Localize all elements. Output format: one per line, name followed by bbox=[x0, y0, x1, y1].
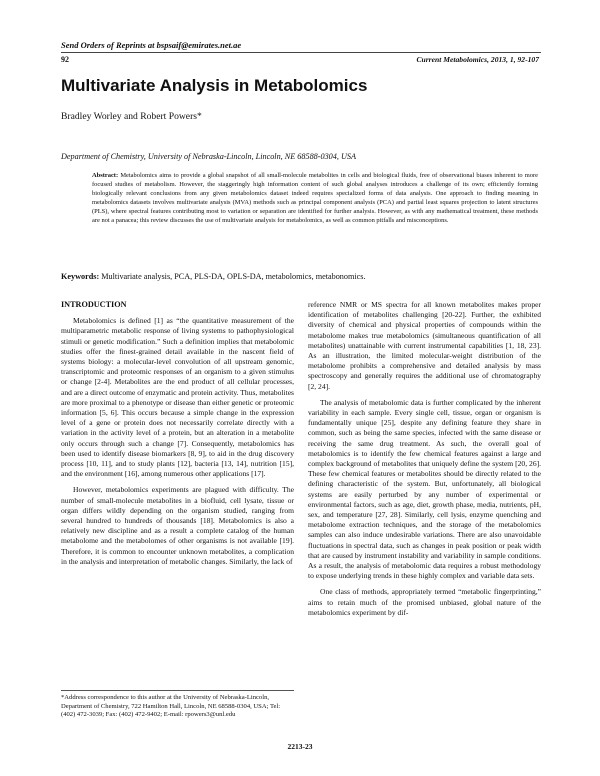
page-number: 92 bbox=[61, 55, 69, 64]
author-affiliation: Department of Chemistry, University of Nebraska-Lincoln, Lincoln, NE 68588-0304, USA bbox=[61, 152, 356, 161]
reprint-notice: Send Orders of Reprints at bspsaif@emirates.net.ae bbox=[61, 40, 541, 53]
paragraph: However, metabolomics experiments are plagued with difficulty. The number of small-molecule metabolites in a biofluid, cell lysate, tissue or organ differs wildly depending on the organism studied, ranging from several hundred to hundreds of thousands [18]. Metabolomics is also a relatively new discipline and as a result a complete catalog of the human metabolome and the metabolomes of other organisms is not available [19]. Therefore, it is common to encounter unknown metabolites, a complication in the analysis and interpretation of metabolic changes. Similarly, the lack of bbox=[61, 485, 294, 566]
paragraph: Metabolomics is defined [1] as “the quantitative measurement of the multiparametric metabolic response of living systems to pathophysiological stimuli or genetic modification.” Such a definition implies that metabolomic studies offer the finest-grained detail available in the nascent field of systems biology: a molecular-level convolution of all upstream genomic, transcriptomic and proteomic responses of an organism to a given stimulus or change [2-4]. Metabolites are the end product of all cellular processes, and are a direct outcome of enzymatic and protein activity. Thus, metabolites are more proximal to a phenotype or disease than either genetic or proteomic information [5, 6]. This occurs because a simple change in the expression level of a gene or protein does not necessarily correlate directly with a variation in the activity level of a protein, but an alteration in a metabolite only occurs through such a change [7]. Consequently, metabolomics has been used to identify disease biomarkers [8, 9], to aid in the drug discovery process [10, 11], and to study plants [12], bacteria [13, 14], nutrition [15], and the environment [16], among numerous other applications [17]. bbox=[61, 316, 294, 479]
keywords bbox=[61, 272, 541, 281]
abstract-text: Metabolomics aims to provide a global snapshot of all small-molecule metabolites in cells and biological fluids, free of observational biases inherent to more focused studies of metabolism. However, the staggeringly high information content of such global analyses introduces a challenge of its own; efficiently forming biologically relevant conclusions from any given metabolomics dataset indeed requires specialized forms of data analysis. One approach to finding meaning in metabolomics datasets involves multivariate analysis (MVA) methods such as principal component analysis (PCA) and partial least squares projection to latent structures (PLS), where spectral features contributing most to variation or separation are identified for further analysis. However, as with any mathematical treatment, these methods are not a panacea; this review discusses the use of multivariate analysis for metabolomics, as well as common pitfalls and misconceptions. bbox=[92, 172, 539, 225]
journal-reference: Current Metabolomics, 2013, 1, 92-107 bbox=[416, 55, 539, 64]
correspondence-footnote: *Address correspondence to this author at the University of Nebraska-Lincoln, Department of Chemistry, 722 Hamilton Hall, Lincoln, NE 68588-0304, USA; Tel: (402) 472-3039; Fax: (402) 472-9402; E-mail: rpowers3@unl.edu bbox=[61, 690, 294, 720]
abstract bbox=[92, 171, 538, 226]
section-heading-introduction: INTRODUCTION bbox=[61, 300, 127, 309]
body-column-right bbox=[308, 300, 541, 624]
keywords-label: Keywords: bbox=[61, 272, 100, 281]
keywords-text: Multivariate analysis, PCA, PLS-DA, OPLS-DA, metabolomics, metabonomics. bbox=[101, 272, 366, 281]
body-column-left bbox=[61, 300, 294, 573]
paragraph: The analysis of metabolomic data is further complicated by the inherent variability in each sample. Every single cell, tissue, organ or organism is fundamentally unique [25], despite any defining feature they share in common, such as being the same species, infected with the same disease or receiving the same drug treatment. As such, the overall goal of metabolomics is to identify the few chemical features against a large and complex background of metabolites that uniquely define the system [20, 26]. These few chemical features or metabolites should be directly related to the defining characteristic of the system. But, unfortunately, all biological systems are easily perturbed by any number of experimental or environmental factors, such as age, diet, growth phase, media, nutrients, pH, sex, and temperature [27, 28]. Similarly, cell lysis, enzyme quenching and metabolome extraction techniques, and the storage of the metabolomics samples can also induce undesirable variations. There are also unavoidable fluctuations in spectral data, such as changes in peak position or peak width that are caused by instrument instability and variability in sample conditions. As a result, the analysis of metabolomic data requires a robust methodology to expose underlying trends in these highly complex and variable data sets. bbox=[308, 397, 541, 581]
article-title: Multivariate Analysis in Metabolomics bbox=[61, 76, 368, 95]
abstract-label: Abstract: bbox=[92, 172, 119, 179]
paragraph: reference NMR or MS spectra for all known metabolites makes proper identification of metabolites challenging [20-22]. Further, the exhibited diversity of chemical and physical properties of compounds within the metabolome makes true metabolomics (simultaneous quantification of all metabolites) unattainable with current instrumental capabilities [1, 18, 23]. As an illustration, the limited molecular-weight distribution of the metabolome prohibits a comprehensive and detailed analysis by mass spectroscopy and generally requires the additional use of chromatography [2, 24]. bbox=[308, 300, 541, 391]
article-authors: Bradley Worley and Robert Powers* bbox=[61, 111, 202, 122]
paragraph: One class of methods, appropriately termed “metabolic fingerprinting,” aims to retain much of the promised unbiased, global nature of the metabolomics experiment by dif- bbox=[308, 587, 541, 617]
document-id: 2213-23 bbox=[287, 742, 313, 751]
